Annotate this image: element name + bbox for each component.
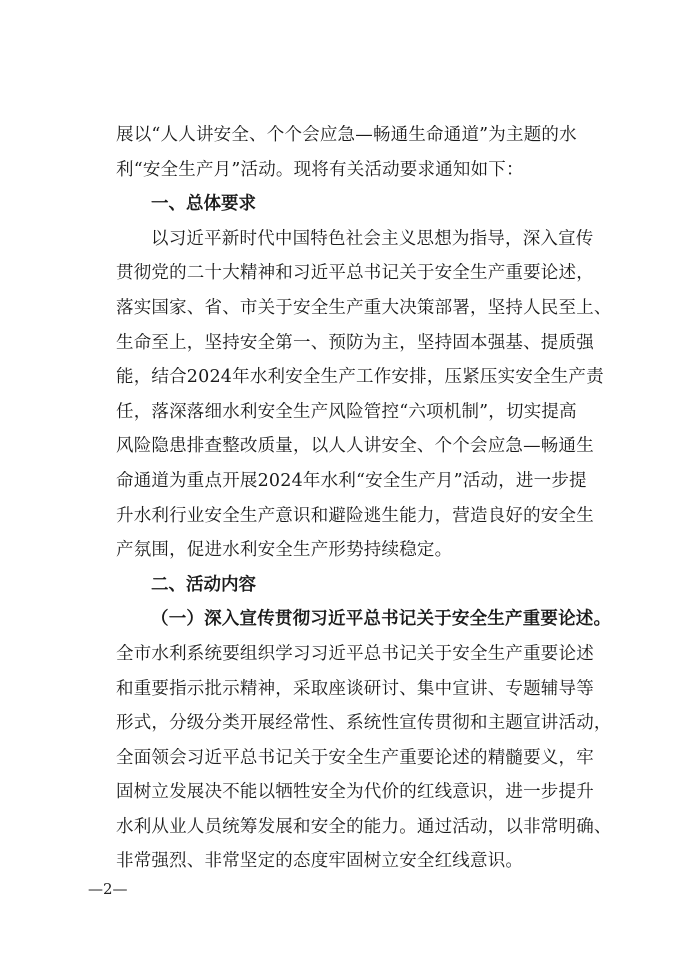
text-line: 升水利行业安全生产意识和避险逃生能力，营造良好的安全生 [116,505,594,526]
section-heading-general-requirements: 一、总体要求 [151,194,256,215]
text-line: 形式，分级分类开展经常性、系统性宣传贯彻和主题宣讲活动， [116,713,612,734]
text-line: 落实国家、省、市关于安全生产重大决策部署，坚持人民至上、 [116,297,612,318]
page-number: —2— [88,880,128,898]
text-line: 产氛围，促进水利安全生产形势持续稳定。 [116,540,453,561]
text-line: 固树立发展决不能以牺牲安全为代价的红线意识，进一步提升 [116,782,594,803]
text-line: 全面领会习近平总书记关于安全生产重要论述的精髓要义，牢 [116,747,594,768]
subsection-heading: （一）深入宣传贯彻习近平总书记关于安全生产重要论述。 [151,609,612,630]
text-line: 水利从业人员统筹发展和安全的能力。通过活动，以非常明确、 [116,816,612,837]
text-line: 利“安全生产月”活动。现将有关活动要求通知如下： [116,159,524,180]
text-line: 任，落深落细水利安全生产风险管控“六项机制”，切实提高 [116,401,577,422]
section-heading-activity-content: 二、活动内容 [151,574,256,595]
text-line: 和重要指示批示精神，采取座谈研讨、集中宣讲、专题辅导等 [116,678,594,699]
text-line: 生命至上，坚持安全第一、预防为主，坚持固本强基、提质强 [116,332,594,353]
text-line: 展以“人人讲安全、个个会应急—畅通生命通道”为主题的水 [116,125,577,145]
text-line: 全市水利系统要组织学习习近平总书记关于安全生产重要论述 [116,643,594,664]
text-line: 贯彻党的二十大精神和习近平总书记关于安全生产重要论述， [116,263,594,284]
document-body [116,118,612,879]
text-line: 以习近平新时代中国特色社会主义思想为指导，深入宣传 [151,228,594,249]
text-line: 风险隐患排查整改质量，以人人讲安全、个个会应急—畅通生 [116,436,594,457]
text-line: 命通道为重点开展2024年水利“安全生产月”活动，进一步提 [116,470,587,491]
text-line: 能，结合2024年水利安全生产工作安排，压紧压实安全生产责 [116,367,604,388]
text-line: 非常强烈、非常坚定的态度牢固树立安全红线意识。 [116,851,524,872]
